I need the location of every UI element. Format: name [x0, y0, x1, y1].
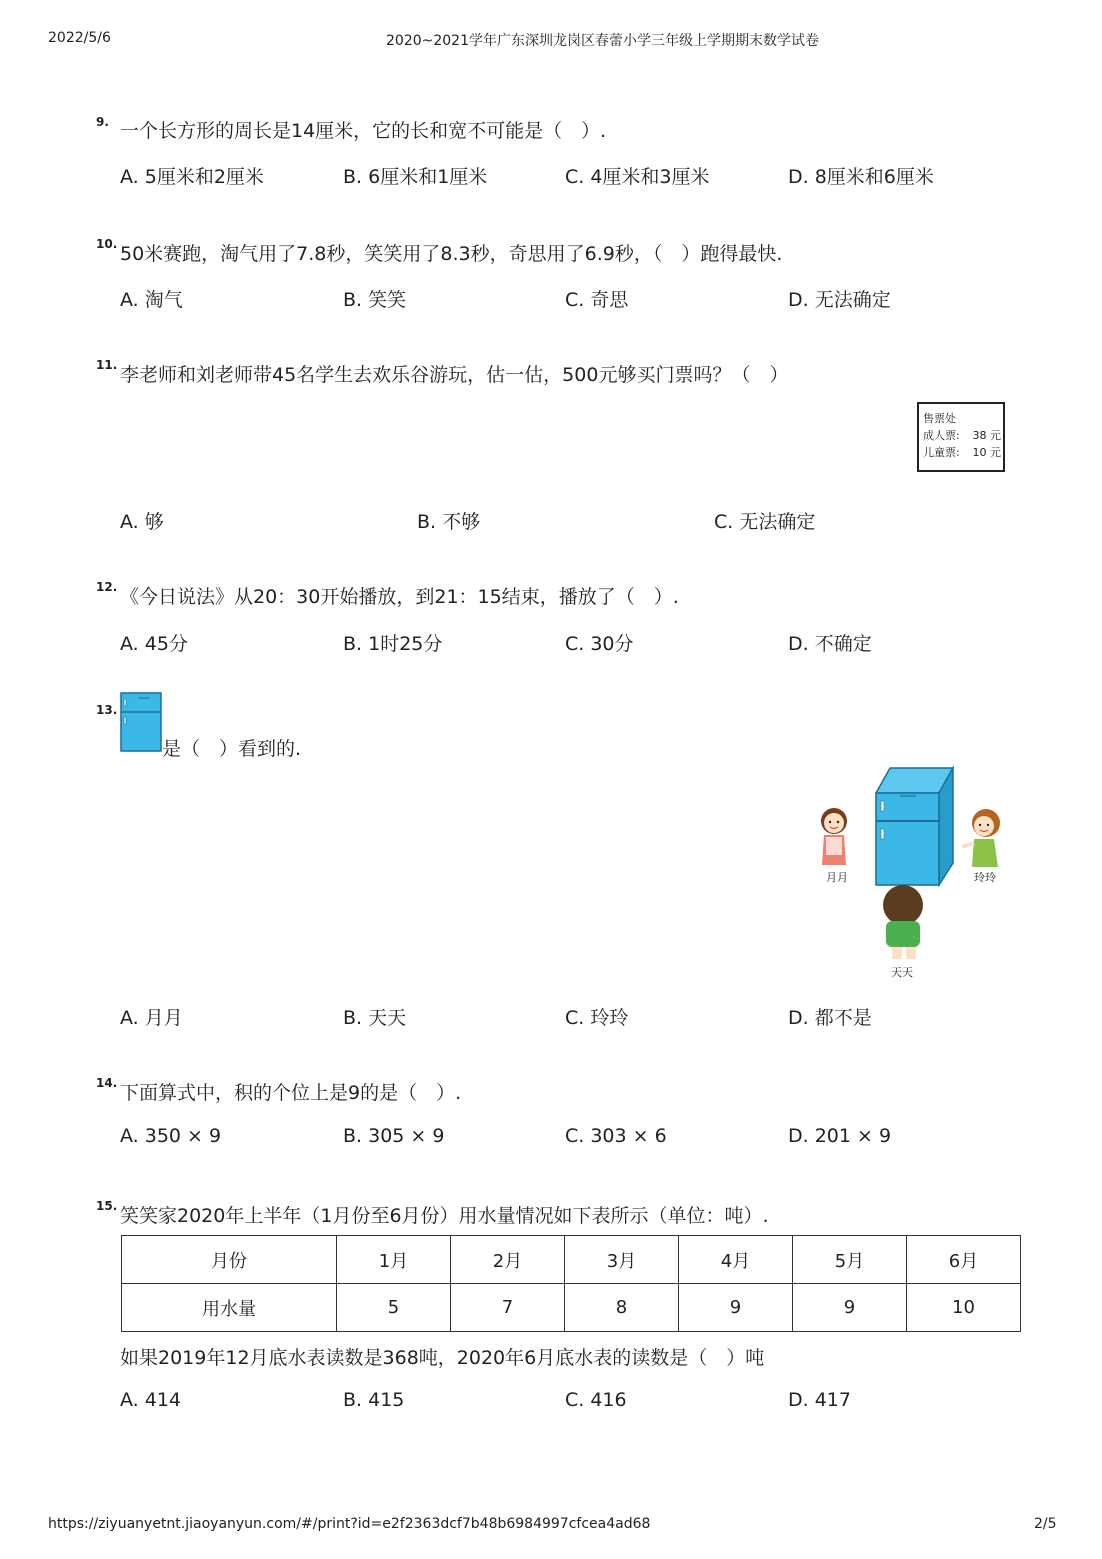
option-d[interactable]: D. 不确定 [788, 633, 872, 655]
price-unit: 元 [990, 429, 1001, 442]
question-number: 13. [96, 703, 118, 717]
option-d[interactable]: D. 无法确定 [788, 289, 891, 311]
question-number: 10. [96, 237, 118, 251]
option-b[interactable]: B. 不够 [417, 511, 481, 533]
header-title: 2020~2021学年广东深圳龙岗区春蕾小学三年级上学期期末数学试卷 [386, 33, 819, 49]
option-d[interactable]: D. 都不是 [788, 1007, 872, 1029]
table-cell: 5 [337, 1284, 451, 1332]
page-number: 2/5 [1034, 1516, 1057, 1532]
option-d[interactable]: D. 417 [788, 1389, 851, 1411]
table-cell: 1月 [337, 1236, 451, 1284]
option-d[interactable]: D. 201 × 9 [788, 1125, 892, 1147]
question-text: 是（ ）看到的. [162, 738, 302, 760]
name-label-left: 月月 [826, 871, 848, 884]
option-d[interactable]: D. 8厘米和6厘米 [788, 166, 934, 188]
option-b[interactable]: B. 天天 [343, 1007, 407, 1029]
option-c[interactable]: C. 30分 [565, 633, 634, 655]
option-a[interactable]: A. 淘气 [120, 289, 183, 311]
table-cell: 9 [793, 1284, 907, 1332]
question-text: 下面算式中，积的个位上是9的是（ ）. [120, 1082, 462, 1104]
followup-text: 如果2019年12月底水表读数是368吨，2020年6月底水表的读数是（ ）吨 [120, 1347, 765, 1369]
option-a[interactable]: A. 月月 [120, 1007, 183, 1029]
question-text: 《今日说法》从20：30开始播放，到21：15结束，播放了（ ）. [120, 586, 679, 608]
table-cell: 8 [565, 1284, 679, 1332]
option-a[interactable]: A. 414 [120, 1389, 182, 1411]
option-c[interactable]: C. 4厘米和3厘米 [565, 166, 710, 188]
table-cell: 3月 [565, 1236, 679, 1284]
child-price: 10 [972, 446, 987, 459]
question-text: 笑笑家2020年上半年（1月份至6月份）用水量情况如下表所示（单位：吨）. [120, 1205, 769, 1227]
option-c[interactable]: C. 奇思 [565, 289, 629, 311]
option-b[interactable]: B. 笑笑 [343, 289, 407, 311]
adult-price: 38 [972, 429, 987, 442]
name-label-right: 玲玲 [974, 871, 996, 884]
table-cell: 9 [679, 1284, 793, 1332]
child-label: 儿童票: [923, 446, 960, 459]
table-cell: 4月 [679, 1236, 793, 1284]
child-price-row [923, 444, 1003, 461]
question-text: 50米赛跑，淘气用了7.8秒，笑笑用了8.3秒，奇思用了6.9秒，（ ）跑得最快. [120, 243, 783, 265]
option-b[interactable]: B. 1时25分 [343, 633, 443, 655]
name-label-bottom: 天天 [891, 966, 913, 979]
option-b[interactable]: B. 305 × 9 [343, 1125, 445, 1147]
option-b[interactable]: B. 6厘米和1厘米 [343, 166, 488, 188]
option-b[interactable]: B. 415 [343, 1389, 405, 1411]
table-cell: 7 [451, 1284, 565, 1332]
table-cell: 5月 [793, 1236, 907, 1284]
option-c[interactable]: C. 无法确定 [714, 511, 816, 533]
option-c[interactable]: C. 416 [565, 1389, 627, 1411]
ticket-title: 售票处 [923, 412, 956, 425]
ticket-price-board [917, 402, 1005, 472]
table-cell: 月份 [122, 1236, 337, 1284]
option-a[interactable]: A. 350 × 9 [120, 1125, 222, 1147]
question-number: 15. [96, 1199, 118, 1213]
footer-url[interactable]: https://ziyuanyetnt.jiaoyanyun.com/#/print?id=e2f2363dcf7b48b6984997cfcea4ad68 [48, 1516, 651, 1532]
option-c[interactable]: C. 303 × 6 [565, 1125, 667, 1147]
option-a[interactable]: A. 5厘米和2厘米 [120, 166, 264, 188]
question-number: 12. [96, 580, 118, 594]
option-a[interactable]: A. 45分 [120, 633, 188, 655]
table-cell: 2月 [451, 1236, 565, 1284]
header-date: 2022/5/6 [48, 30, 111, 46]
adult-price-row [923, 427, 1003, 444]
question-text: 一个长方形的周长是14厘米，它的长和宽不可能是（ ）. [120, 120, 607, 142]
question-text: 李老师和刘老师带45名学生去欢乐谷游玩，估一估，500元够买门票吗？（ ） [120, 364, 789, 386]
fridge-front-icon [120, 692, 162, 752]
water-usage-table [121, 1235, 1021, 1332]
table-header-row [122, 1236, 1021, 1284]
question-number: 11. [96, 358, 118, 372]
price-unit: 元 [990, 446, 1001, 459]
option-a[interactable]: A. 够 [120, 511, 164, 533]
table-cell: 6月 [907, 1236, 1021, 1284]
question-number: 9. [96, 115, 109, 129]
table-cell: 用水量 [122, 1284, 337, 1332]
option-c[interactable]: C. 玲玲 [565, 1007, 629, 1029]
table-cell: 10 [907, 1284, 1021, 1332]
table-row [122, 1284, 1021, 1332]
question-number: 14. [96, 1076, 118, 1090]
adult-label: 成人票: [923, 429, 960, 442]
